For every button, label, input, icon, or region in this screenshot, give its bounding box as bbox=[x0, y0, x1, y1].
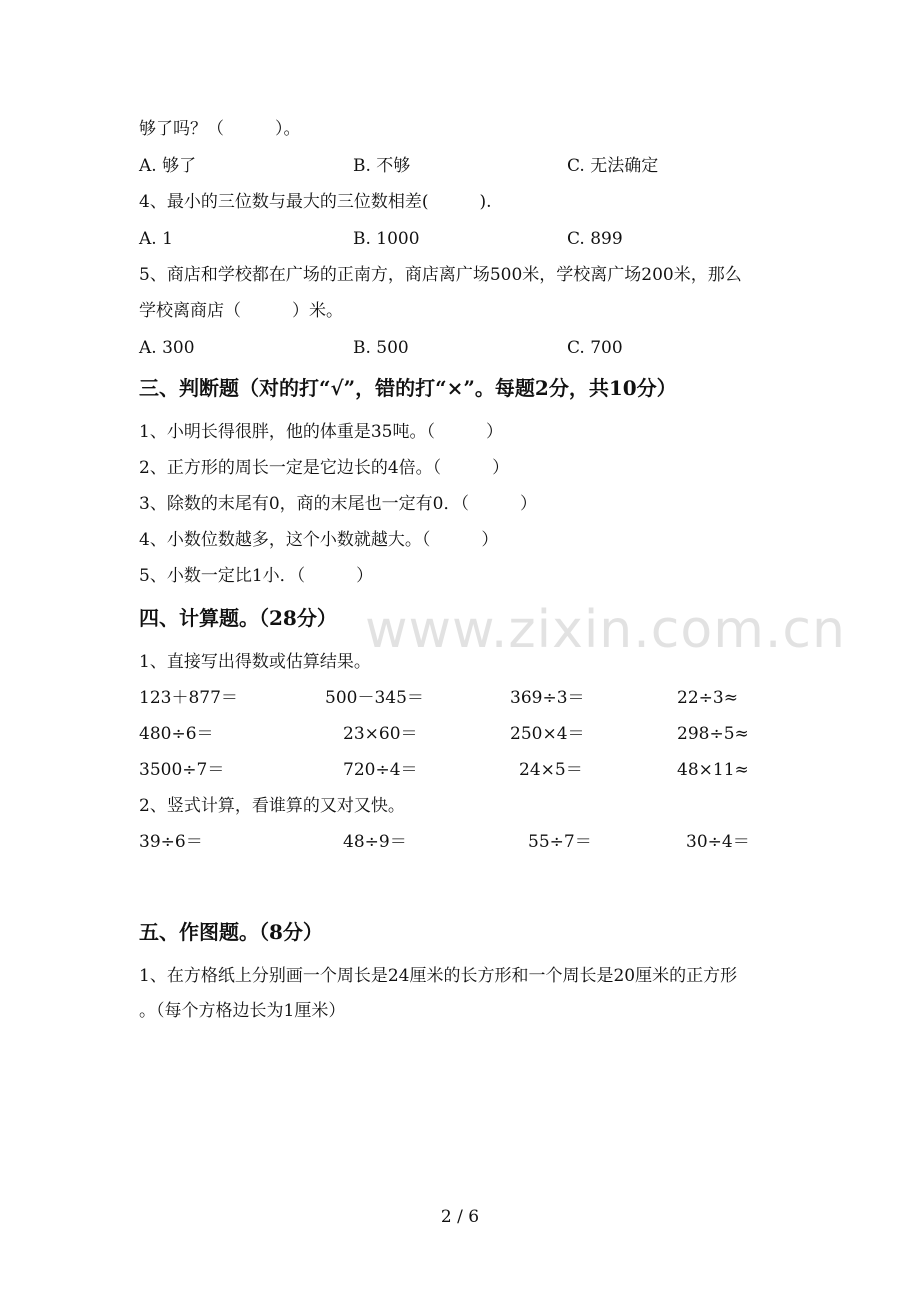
question-5-line-1: 5、商店和学校都在广场的正南方，商店离广场500米，学校离广场200米，那么 bbox=[139, 265, 742, 285]
judge-item-4: 4、小数位数越多，这个小数就越大。（ ） bbox=[139, 530, 499, 550]
q5-option-c: C. 700 bbox=[567, 338, 623, 358]
calc-item: 48÷9＝ bbox=[343, 832, 407, 852]
judge-item-1: 1、小明长得很胖，他的体重是35吨。（ ） bbox=[139, 422, 503, 442]
q3-option-b: B. 不够 bbox=[353, 156, 411, 176]
q5-option-b: B. 500 bbox=[353, 338, 409, 358]
q4-option-a: A. 1 bbox=[139, 229, 173, 249]
calc-item: 39÷6＝ bbox=[139, 832, 203, 852]
page-number: 2 / 6 bbox=[440, 1207, 480, 1227]
q4-option-b: B. 1000 bbox=[353, 229, 420, 249]
judge-item-2: 2、正方形的周长一定是它边长的4倍。（ ） bbox=[139, 458, 510, 478]
drawing-q1-line-1: 1、在方格纸上分别画一个周长是24厘米的长方形和一个周长是20厘米的正方形 bbox=[139, 966, 738, 986]
q3-option-c: C. 无法确定 bbox=[567, 156, 659, 176]
section-5-heading: 五、作图题。（8分） bbox=[139, 920, 323, 944]
calc-item: 500－345＝ bbox=[325, 688, 424, 708]
calc-item: 22÷3≈ bbox=[677, 688, 738, 708]
drawing-q1-line-2: 。（每个方格边长为1厘米） bbox=[139, 1001, 346, 1021]
calc-item: 48×11≈ bbox=[677, 760, 749, 780]
calc-item: 3500÷7＝ bbox=[139, 760, 225, 780]
calc-q2-text: 2、竖式计算，看谁算的又对又快。 bbox=[139, 796, 405, 816]
calc-item: 23×60＝ bbox=[343, 724, 418, 744]
calc-item: 30÷4＝ bbox=[686, 832, 750, 852]
section-4-heading: 四、计算题。（28分） bbox=[139, 606, 337, 630]
q3-option-a: A. 够了 bbox=[139, 156, 197, 176]
calc-item: 720÷4＝ bbox=[343, 760, 418, 780]
calc-item: 298÷5≈ bbox=[677, 724, 749, 744]
q5-option-a: A. 300 bbox=[139, 338, 195, 358]
calc-item: 123＋877＝ bbox=[139, 688, 238, 708]
question-5-line-2: 学校离商店（ ）米。 bbox=[139, 301, 343, 321]
calc-item: 369÷3＝ bbox=[510, 688, 585, 708]
calc-item: 250×4＝ bbox=[510, 724, 585, 744]
judge-item-5: 5、小数一定比1小．（ ） bbox=[139, 566, 374, 586]
calc-item: 24×5＝ bbox=[519, 760, 583, 780]
question-4: 4、最小的三位数与最大的三位数相差( ). bbox=[139, 192, 492, 212]
watermark: www.zixin.com.cn bbox=[365, 600, 846, 660]
question-3-tail: 够了吗？（ ）。 bbox=[139, 119, 301, 139]
calc-item: 480÷6＝ bbox=[139, 724, 214, 744]
calc-item: 55÷7＝ bbox=[528, 832, 592, 852]
section-3-heading: 三、判断题（对的打“√”，错的打“×”。每题2分，共10分） bbox=[139, 376, 677, 400]
calc-q1-text: 1、直接写出得数或估算结果。 bbox=[139, 652, 371, 672]
judge-item-3: 3、除数的末尾有0，商的末尾也一定有0．（ ） bbox=[139, 494, 537, 514]
q4-option-c: C. 899 bbox=[567, 229, 623, 249]
